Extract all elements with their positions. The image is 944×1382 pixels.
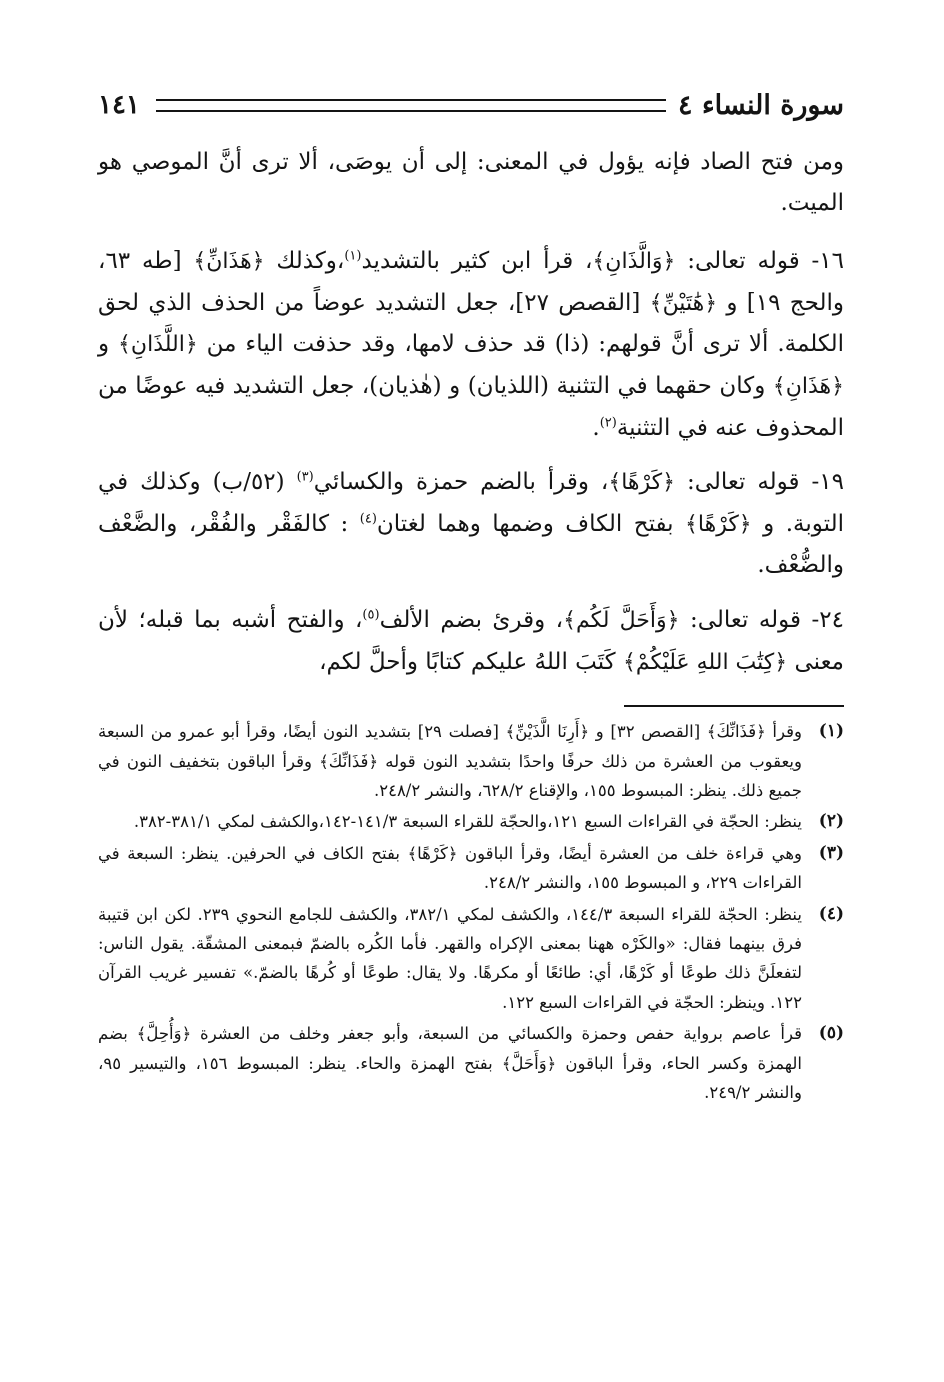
text-run: ، قرأ ابن كثير بالتشديد: [361, 248, 593, 275]
paragraph-verse-24: [98, 600, 844, 683]
paragraph-intro: ومن فتح الصاد فإنه يؤول في المعنى: إلى أن يوصَى، ألا ترى أنَّ الموصي هو الميت.: [98, 149, 844, 216]
quran-quote: ﴿كَرْهًا﴾: [685, 511, 752, 537]
quran-quote: ﴿وَأَحَلَّ لَكُم﴾: [563, 607, 680, 633]
text-run: ،وكذلك: [264, 248, 345, 275]
text-run: [طه ٦٣، والحج ١٩] و: [98, 248, 844, 316]
text-run: ٢٤- قوله تعالى:: [679, 606, 844, 633]
surah-title: سورة النساء ٤: [678, 90, 844, 121]
footnote-text: قرأ عاصم برواية حفص وحمزة والكسائي من السبعة، وأبو جعفر وخلف من العشرة ﴿وَأُحِلَّ﴾ بضم الهمزة وكسر الحاء، وقرأ الباقون ﴿وَأَحَلَّ﴾ بفتح الهمزة والحاء. ينظر: المبسوط ١٥٦، والتيسير ٩٥، والنشر ٢٤٩/٢.: [98, 1024, 802, 1102]
text-run: ١٦- قوله تعالى:: [675, 248, 844, 275]
quran-quote: ﴿هَذَانِّ﴾: [193, 249, 265, 275]
footnote-number: (٢): [818, 811, 844, 832]
text-run: (٥٢/ب) وكذلك في التوبة. و: [98, 469, 844, 537]
footnote-1: [98, 717, 844, 805]
book-page: [98, 84, 844, 1109]
text-run: .: [592, 414, 600, 441]
text-run: ، وقرئ بضم الألف: [379, 606, 564, 633]
footnote-ref-4[interactable]: (٤): [359, 511, 377, 527]
footnotes: [98, 717, 844, 1107]
paragraph-verse-16: [98, 241, 844, 448]
footnote-text: ينظر: الحجّة في القراءات السبع ١٢١،والحجّة للقراء السبعة ١٤١/٣-١٤٢،والكشف لمكي ٣٨١/١-٣٨٢.: [133, 812, 802, 832]
footnote-4: [98, 900, 844, 1018]
text-run: و: [98, 331, 119, 358]
paragraph-verse-19: [98, 462, 844, 586]
quran-quote: ﴿هَٰتَيْنِّ﴾: [649, 290, 718, 316]
text-run: ، وقرأ بالضم حمزة والكسائي: [313, 469, 609, 496]
quran-quote: ﴿اللَّذَانِ﴾: [118, 332, 198, 358]
footnote-separator: [624, 705, 844, 707]
footnote-3: [98, 839, 844, 898]
footnote-number: (١): [818, 721, 844, 742]
text-run: [القصص ٢٧]، جعل التشديد عوضاً من الحذف الذي لحق الكلمة. ألا ترى أنَّ قولهم: (ذا) قد حذف لامها، وقد حذفت الياء من: [98, 289, 845, 358]
quran-quote: ﴿هَذَانِ﴾: [772, 373, 844, 399]
page-number: ١٤١: [98, 90, 140, 120]
text-run: بفتح الكاف وضمها وهما لغتان: [376, 510, 685, 537]
quran-quote: ﴿كِتَٰبَ اللهِ عَلَيْكُمْ﴾: [622, 649, 788, 675]
text-run: وكان حقهما في التثنية (اللذيان) و (هٰذيان)، جعل التشديد فيه عوضًا من المحذوف عنه في التثنية: [98, 372, 844, 441]
footnote-ref-1[interactable]: (١): [344, 248, 362, 264]
quran-quote: ﴿وَالَّذَانِ﴾: [592, 249, 676, 275]
footnote-number: (٤): [818, 903, 844, 924]
footnote-text: وقرأ ﴿فَذَانِّكَ﴾ [القصص ٣٢] و ﴿أَرِنَا الَّذَيْنِّ﴾ [فصلت ٢٩] بتشديد النون أيضًا، وقرأ أبو عمرو من السبعة ويعقوب من العشرة من ذلك حرفًا واحدًا بتشديد النون قوله ﴿فَذَانِّكَ﴾ وقرأ الباقون بتخفيف النون في جميع ذلك. ينظر: المبسوط ١٥٥، والإقناع ٦٢٨/٢، والنشر ٢٤٨/٢.: [98, 722, 802, 800]
main-text: [98, 142, 844, 683]
page-header: [98, 84, 844, 128]
text-run: كَتَبَ اللهُ عليكم كتابًا وأحلَّ لكم،: [319, 648, 623, 675]
footnote-ref-3[interactable]: (٣): [296, 469, 314, 485]
text-run: ، والفتح أشبه بما قبله؛ لأن معنى: [98, 606, 844, 675]
text-run: : كالفَقْر والفُقْر، والضَّعْف والضُّعْف.: [98, 510, 844, 579]
footnote-5: [98, 1019, 844, 1107]
footnote-2: [98, 807, 844, 836]
header-double-rule: [156, 99, 666, 112]
quran-quote: ﴿كَرْهًا﴾: [608, 470, 676, 496]
footnote-number: (٣): [818, 842, 844, 863]
footnote-number: (٥): [818, 1023, 844, 1044]
footnote-ref-5[interactable]: (٥): [362, 607, 380, 623]
text-run: ١٩- قوله تعالى:: [675, 469, 844, 496]
footnote-ref-2[interactable]: (٢): [599, 414, 617, 430]
footnote-text: وهي قراءة خلف من العشرة أيضًا، وقرأ الباقون ﴿كَرْهًا﴾ بفتح الكاف في الحرفين. ينظر: السبعة في القراءات ٢٢٩، و المبسوط ١٥٥، والنشر ٢٤٨/٢.: [98, 843, 802, 893]
footnote-text: ينظر: الحجّة للقراء السبعة ١٤٤/٣، والكشف لمكي ٣٨٢/١، والكشف للجامع النحوي ٢٣٩. لكن ابن قتيبة فرق بينهما فقال: «والكَرْه ههنا بمعنى الإكراه والقهر. فأما الكُره بالضمّ فبمعنى المشقّة. يقول الناس: لتفعلَنَّ ذلك طوعًا أو كَرْهًا، أي: طائعًا أو مكرهًا. ولا يقال: طوعًا أو كُرهًا بالضمّ.» تفسير غريب القرآن ١٢٢. وينظر: الحجّة في القراءات السبع ١٢٢.: [98, 904, 802, 1012]
